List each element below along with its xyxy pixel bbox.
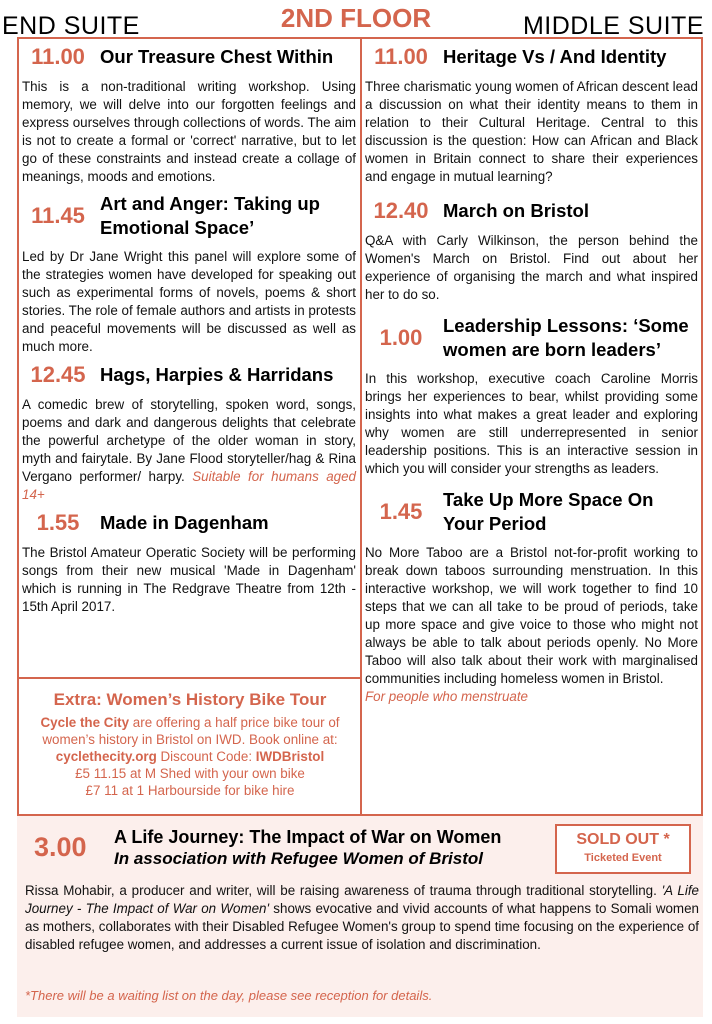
audience-note: For people who menstruate xyxy=(365,689,529,704)
featured-desc-start: Rissa Mohabir, a producer and writer, will be raising awareness of trauma through traditional storytelling. xyxy=(25,883,662,898)
bike-tour-website[interactable]: cyclethecity.org xyxy=(55,749,157,764)
bike-tour-title: Extra: Women’s History Bike Tour xyxy=(53,690,327,709)
middle-suite-column xyxy=(365,44,698,714)
event xyxy=(22,362,356,504)
column-divider xyxy=(360,37,362,814)
event-title: Hags, Harpies & Harridans xyxy=(100,364,334,385)
floor-heading: 2ND FLOOR xyxy=(280,3,432,33)
event-title: Our Treasure Chest Within xyxy=(100,46,334,67)
event-header xyxy=(365,314,698,362)
event-description: Three charismatic young women of African descent lead a discussion on what their identity means to them in relation to their Cultural Heritage. Central to this discussion is the question: How can African and Black women in Britain connect to share their experiences and engage in mutual learning? xyxy=(365,79,698,184)
extra-divider xyxy=(17,677,362,679)
bike-tour-text xyxy=(20,714,360,765)
event-description: The Bristol Amateur Operatic Society will be performing songs from their new musical 'Made in Dagenham' which is running in The Redgrave Theatre from 12th - 15th April 2017. xyxy=(22,545,356,614)
event-title: March on Bristol xyxy=(443,200,589,221)
ticketed-label: Ticketed Event xyxy=(584,852,662,864)
event-title: Leadership Lessons: ‘Some women are born leaders’ xyxy=(443,315,689,360)
featured-desc-end: shows evocative and vivid accounts of what happens to Somali women as mothers, collaborates with their Disabled Refugee Women's group to spend time focusing on the experience of disabled refugee women, and addresses a current issue of isolation and discrimination. xyxy=(25,901,699,952)
event-time: 11.45 xyxy=(31,203,85,228)
bike-tour-code: IWDBristol xyxy=(255,749,325,764)
event-time: 12.40 xyxy=(373,198,429,223)
waiting-list-note: *There will be a waiting list on the day, please see reception for details. xyxy=(25,988,433,1003)
event-title: Heritage Vs / And Identity xyxy=(443,46,667,67)
event-description: Led by Dr Jane Wright this panel will explore some of the strategies women have developed for speaking out such as experimental forms of novels, poems & short stories. The role of female authors and artists in protests and peaceful movements will be discussed as well as much more. xyxy=(22,249,356,354)
event-description: No More Taboo are a Bristol not-for-profit working to break down taboos surrounding menstruation. In this interactive workshop, we will work together to find 10 steps that we can all take to be proud of periods, take up more space and give voice to those who might not always be able to talk about periods openly. No More Taboo will also talk about their work with marginalised communities including homeless women in Bristol. xyxy=(365,545,698,686)
sold-out-label: SOLD OUT * xyxy=(576,831,670,848)
event xyxy=(22,192,356,356)
event-time: 11.00 xyxy=(374,44,428,69)
event xyxy=(365,198,698,304)
event-time: 1.45 xyxy=(379,499,423,524)
page-header xyxy=(0,0,712,40)
event-time: 12.45 xyxy=(30,362,86,387)
bike-tour-org: Cycle the City xyxy=(40,715,130,730)
event-title: Made in Dagenham xyxy=(100,512,269,533)
event-description: In this workshop, executive coach Caroline Morris brings her experiences to bear, whilst providing some insights into what makes a great leader and exploring why women are still underrepresented in senior leadership positions. This is an interactive session in which you will consider your strengths as leaders. xyxy=(365,371,698,476)
event-header xyxy=(22,362,356,388)
middle-suite-heading: MIDDLE SUITE xyxy=(522,12,704,40)
bike-tour-box xyxy=(20,690,360,799)
event-description: This is a non-traditional writing workshop. Using memory, we will delve into our forgotten feelings and express ourselves through collections of words. The aim is not to create a formal or 'correct' narrative, but to let go of these constraints and instead create a collage of meanings, moods and emotions. xyxy=(22,79,356,184)
featured-description xyxy=(25,882,699,954)
event-header xyxy=(365,44,698,70)
event-header xyxy=(22,510,356,536)
event xyxy=(365,488,698,706)
bike-tour-description: are offering a half price bike tour of women’s history in Bristol on IWD. Book online at: xyxy=(42,715,340,747)
event-time: 11.00 xyxy=(31,44,85,69)
featured-time: 3.00 xyxy=(34,832,87,862)
event xyxy=(22,510,356,616)
event-description-text: A comedic brew of storytelling, spoken word, songs, poems and dark and dangerous delights that celebrate the powerful archetype of the older woman in story, myth and fairytale. By Jane Flood storyteller/hag & Rina Vergano performer/ harpy. xyxy=(22,397,356,484)
event-description: Q&A with Carly Wilkinson, the person behind the Women's March on Bristol. Find out about her experience of organising the march and what inspired her to do so. xyxy=(365,233,698,302)
featured-subtitle: In association with Refugee Women of Bristol xyxy=(114,849,484,868)
bike-tour-price-hire: £7 11 at 1 Harbourside for bike hire xyxy=(85,783,295,798)
end-suite-heading: END SUITE xyxy=(2,12,140,40)
end-suite-column xyxy=(22,44,356,624)
event xyxy=(365,314,698,478)
event xyxy=(365,44,698,186)
event-header xyxy=(22,44,356,70)
bike-tour-price-own: £5 11.15 at M Shed with your own bike xyxy=(75,766,305,781)
event-time: 1.00 xyxy=(379,325,423,350)
event-title: Art and Anger: Taking up Emotional Space’ xyxy=(100,193,320,238)
event-header xyxy=(22,192,356,240)
age-note: Suitable for humans aged 14+ xyxy=(22,469,356,502)
event-title: Take Up More Space On Your Period xyxy=(443,489,654,534)
event-description xyxy=(22,396,356,504)
featured-title: A Life Journey: The Impact of War on Women xyxy=(114,827,502,847)
event-header xyxy=(365,488,698,536)
event-time: 1.55 xyxy=(36,510,80,535)
bike-tour-code-label: Discount Code: xyxy=(156,749,256,764)
sold-out-badge xyxy=(555,824,691,874)
event-header xyxy=(365,198,698,224)
featured-desc-title: 'A Life Journey - The Impact of War on Women' xyxy=(25,883,699,916)
event xyxy=(22,44,356,186)
